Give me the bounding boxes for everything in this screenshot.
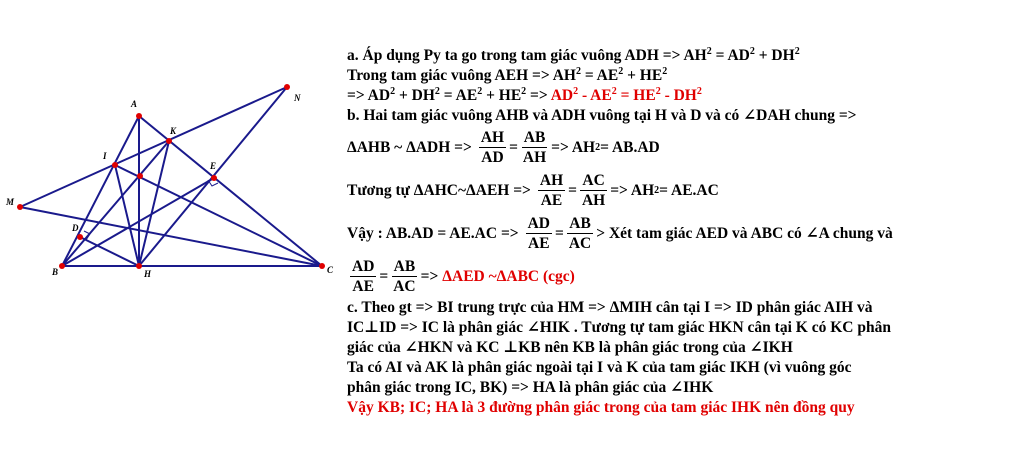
point-i — [112, 162, 118, 168]
label-i: I — [103, 151, 107, 161]
line-c-5: phân giác trong IC, BK) => HA là phân giác của ∠IHK — [347, 379, 714, 396]
label-k: K — [170, 126, 177, 136]
point-b — [59, 263, 65, 269]
fraction-ad-ae: $\frac{AD}{AE}$ — [527, 215, 550, 252]
line-c-4: Ta có AI và AK là phân giác ngoài tại I và K của tam giác IKH (vì vuông góc — [347, 359, 852, 376]
fraction-ac-ah: $\frac{AC}{AH}$ — [581, 172, 606, 209]
line-a-1: a. Áp dụng Py ta go trong tam giác vuông ADH => $AH^2 = AD^2 + DH^2$ — [347, 46, 800, 64]
point-center — [137, 173, 143, 179]
line-b-5: $\frac{AD}{AE}$ = $\frac{AB}{AC}$ => ΔAED ~ΔABC (cgc) — [352, 258, 575, 295]
line-conclusion: Vậy KB; IC; HA là 3 đường phân giác trong của tam giác IHK nên đồng quy — [347, 399, 855, 416]
label-b: B — [52, 267, 59, 277]
label-c: C — [327, 265, 334, 275]
line-a-2: Trong tam giác vuông AEH => $AH^2 = AE^2 + HE^2$ — [347, 66, 668, 84]
line-c-3: giác của ∠HKN và KC ⊥KB nên KB là phân giác trong của ∠IKH — [347, 339, 793, 356]
segment-mc — [20, 207, 322, 266]
point-d — [77, 234, 83, 240]
line-c-1: c. Theo gt => BI trung trực của HM => ΔMIH cân tại I => ID phân giác AIH và — [347, 299, 873, 316]
point-a — [136, 113, 142, 119]
fraction-ab-ac-2: $\frac{AB}{AC}$ — [393, 258, 416, 295]
point-m — [17, 204, 23, 210]
point-n — [284, 84, 290, 90]
point-c — [319, 263, 325, 269]
highlight-difference: $AD^2 - AE^2 = HE^2 - DH^2$ — [550, 86, 702, 104]
label-h: H — [144, 269, 152, 279]
segment-mn — [20, 87, 287, 207]
label-m: M — [6, 197, 15, 207]
fraction-ab-ac: $\frac{AB}{AC}$ — [568, 215, 592, 252]
point-k — [166, 138, 172, 144]
label-e: E — [210, 161, 217, 171]
line-b-4: Vậy : AB.AD = AE.AC => $\frac{AD}{AE}$ = $\frac{AB}{AC}$ > Xét tam giác AED và ABC có ∠A chung và — [347, 215, 893, 252]
label-a: A — [131, 99, 138, 109]
geometry-figure — [0, 70, 345, 290]
solution-text — [347, 46, 1019, 418]
line-b-2: ΔAHB ~ ΔADH => $\frac{AH}{AD}$ = $\frac{AB}{AH}$ => AH 2 = AB.AD — [347, 129, 660, 166]
line-b-3: Tương tự ΔAHC~ΔAEH => $\frac{AH}{AE}$ = $\frac{AC}{AH}$ => AH 2 = AE.AC — [347, 172, 719, 209]
highlight-similar: ΔAED ~ΔABC (cgc) — [442, 267, 575, 285]
fraction-ah-ae: $\frac{AH}{AE}$ — [539, 172, 564, 209]
point-h — [136, 263, 142, 269]
label-n: N — [294, 93, 301, 103]
label-d: D — [72, 223, 79, 233]
fraction-ab-ah: $\frac{AB}{AH}$ — [522, 129, 547, 166]
point-e — [211, 175, 217, 181]
fraction-ad-ae-2: $\frac{AD}{AE}$ — [352, 258, 375, 295]
fraction-ah-ad: $\frac{AH}{AD}$ — [480, 129, 505, 166]
line-b-1: b. Hai tam giác vuông AHB và ADH vuông tại H và D và có ∠DAH chung => — [347, 107, 857, 124]
line-a-3: => $AD^2 + DH^2 = AE^2 + HE^2 => AD^2 - AE^2 = HE^2 - DH^2$ — [347, 86, 702, 104]
line-c-2: IC⊥ID => IC là phân giác ∠HIK . Tương tự tam giác HKN cân tại K có KC phân — [347, 319, 891, 336]
